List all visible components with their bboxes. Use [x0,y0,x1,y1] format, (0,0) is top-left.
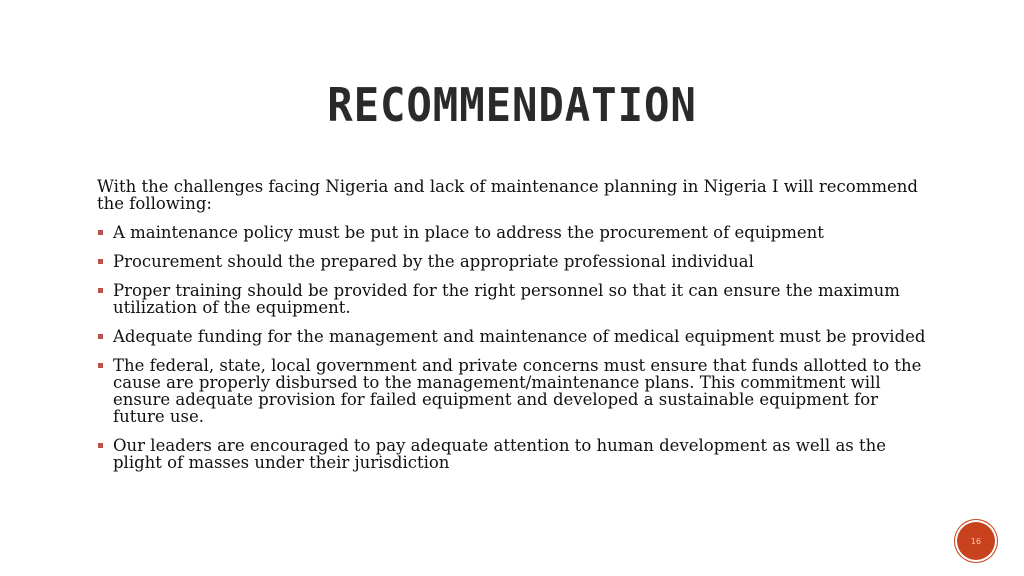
square-bullet-icon [98,259,103,264]
page-number-badge [957,522,995,560]
square-bullet-icon [98,363,103,368]
intro-text: With the challenges facing Nigeria and lack of maintenance planning in Nigeria I will recommend the following: [97,177,918,213]
bullet-item [97,437,927,471]
slide-body [97,178,927,483]
bullet-text: Adequate funding for the management and maintenance of medical equipment must be provided [113,327,926,346]
bullet-item [97,357,927,425]
bullet-item [97,253,927,270]
bullet-text: A maintenance policy must be put in place to address the procurement of equipment [113,223,824,242]
bullet-text: Proper training should be provided for the right personnel so that it can ensure the maximum utilization of the equipment. [113,281,900,317]
square-bullet-icon [98,288,103,293]
bullet-item [97,224,927,241]
bullet-text: Our leaders are encouraged to pay adequate attention to human development as well as the plight of masses under their jurisdiction [113,436,887,472]
page-number: 16 [970,536,982,546]
square-bullet-icon [98,443,103,448]
bullet-text: Procurement should the prepared by the appropriate professional individual [113,252,754,271]
bullet-item [97,328,927,345]
slide-title: RECOMMENDATION [327,78,697,132]
square-bullet-icon [98,230,103,235]
bullet-item [97,282,927,316]
bullet-list [97,224,927,471]
bullet-text: The federal, state, local government and private concerns must ensure that funds allotted to the cause are properly disbursed to the management/maintenance plans. This commitment will ensure adequate provision for failed equipment and developed a sustainable equipment for future use. [113,356,922,426]
square-bullet-icon [98,334,103,339]
